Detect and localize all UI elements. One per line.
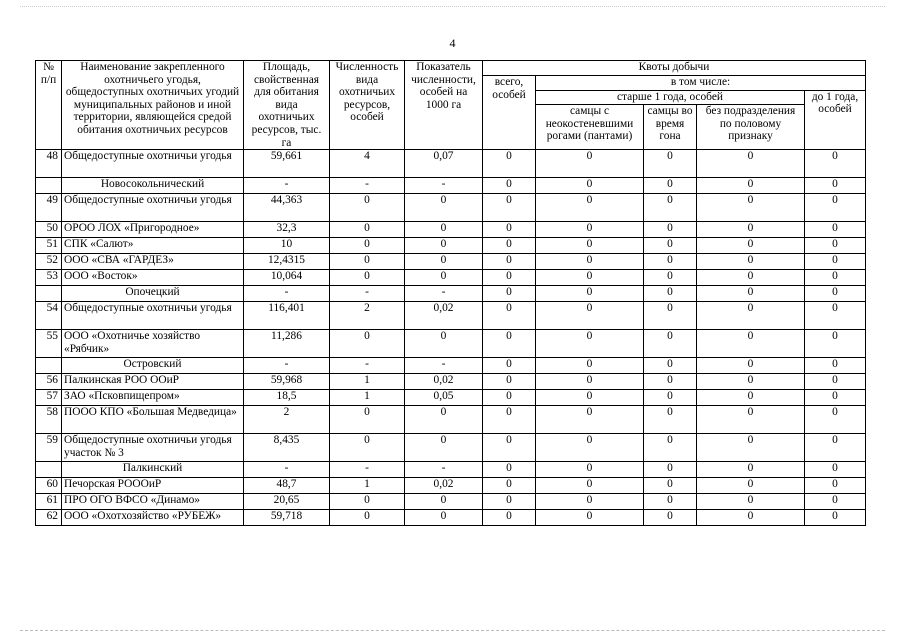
quota-males-rut: 0 — [644, 286, 697, 302]
quota-males-antlers: 0 — [536, 178, 644, 194]
quota-males-rut: 0 — [644, 510, 697, 526]
population-value: 1 — [330, 390, 405, 406]
district-row — [36, 358, 866, 374]
row-number — [36, 358, 62, 374]
density-value: 0 — [405, 494, 483, 510]
area-value: 44,363 — [244, 194, 330, 222]
quota-under1: 0 — [805, 406, 866, 434]
quota-no-sex: 0 — [697, 494, 805, 510]
quota-total: 0 — [483, 330, 536, 358]
row-number — [36, 286, 62, 302]
header-including: в том числе: — [536, 76, 866, 91]
quota-under1: 0 — [805, 286, 866, 302]
table-row — [36, 434, 866, 462]
quota-no-sex: 0 — [697, 238, 805, 254]
table-row — [36, 390, 866, 406]
quota-under1: 0 — [805, 478, 866, 494]
district-name: Островский — [62, 358, 244, 374]
row-number: 60 — [36, 478, 62, 494]
quota-under1: 0 — [805, 238, 866, 254]
quota-no-sex: 0 — [697, 390, 805, 406]
population-value: 0 — [330, 254, 405, 270]
row-number: 59 — [36, 434, 62, 462]
area-name: СПК «Салют» — [62, 238, 244, 254]
table-row — [36, 270, 866, 286]
row-number: 48 — [36, 150, 62, 178]
table-row — [36, 238, 866, 254]
quota-males-antlers: 0 — [536, 434, 644, 462]
density-value: - — [405, 462, 483, 478]
density-value: 0 — [405, 510, 483, 526]
row-number: 52 — [36, 254, 62, 270]
area-value: 32,3 — [244, 222, 330, 238]
district-row — [36, 286, 866, 302]
population-value: - — [330, 178, 405, 194]
quota-no-sex: 0 — [697, 510, 805, 526]
quota-total: 0 — [483, 390, 536, 406]
header-area: Площадь, свойственная для обитания вида охотничьих ресурсов, тыс. га — [244, 61, 330, 150]
population-value: - — [330, 358, 405, 374]
quota-males-rut: 0 — [644, 478, 697, 494]
quota-no-sex: 0 — [697, 222, 805, 238]
district-name: Палкинский — [62, 462, 244, 478]
quota-under1: 0 — [805, 390, 866, 406]
quota-no-sex: 0 — [697, 302, 805, 330]
population-value: 0 — [330, 406, 405, 434]
quota-under1: 0 — [805, 150, 866, 178]
header-quotas: Квоты добычи — [483, 61, 866, 76]
quota-males-rut: 0 — [644, 194, 697, 222]
quota-males-antlers: 0 — [536, 286, 644, 302]
density-value: 0 — [405, 330, 483, 358]
quota-males-rut: 0 — [644, 222, 697, 238]
table-body — [36, 150, 866, 526]
area-name: ООО «Восток» — [62, 270, 244, 286]
quota-males-antlers: 0 — [536, 194, 644, 222]
header-population: Численность вида охотничьих ресурсов, особей — [330, 61, 405, 150]
quota-males-antlers: 0 — [536, 270, 644, 286]
area-value: 11,286 — [244, 330, 330, 358]
density-value: 0 — [405, 222, 483, 238]
quota-males-rut: 0 — [644, 270, 697, 286]
quota-males-rut: 0 — [644, 238, 697, 254]
area-value: - — [244, 462, 330, 478]
quota-total: 0 — [483, 286, 536, 302]
quota-total: 0 — [483, 270, 536, 286]
quota-under1: 0 — [805, 222, 866, 238]
quota-males-rut: 0 — [644, 494, 697, 510]
quota-under1: 0 — [805, 194, 866, 222]
population-value: - — [330, 286, 405, 302]
quota-total: 0 — [483, 510, 536, 526]
quota-males-rut: 0 — [644, 178, 697, 194]
row-number: 58 — [36, 406, 62, 434]
quota-males-antlers: 0 — [536, 478, 644, 494]
quota-no-sex: 0 — [697, 270, 805, 286]
quota-total: 0 — [483, 238, 536, 254]
area-value: - — [244, 178, 330, 194]
quota-males-antlers: 0 — [536, 330, 644, 358]
area-value: 116,401 — [244, 302, 330, 330]
area-value: 8,435 — [244, 434, 330, 462]
quota-under1: 0 — [805, 358, 866, 374]
population-value: 1 — [330, 374, 405, 390]
header-density: Показатель численности, особей на 1000 га — [405, 61, 483, 150]
quota-under1: 0 — [805, 330, 866, 358]
quota-no-sex: 0 — [697, 178, 805, 194]
quota-males-antlers: 0 — [536, 150, 644, 178]
area-value: - — [244, 286, 330, 302]
table-row — [36, 302, 866, 330]
scan-top-edge — [20, 6, 885, 7]
quota-no-sex: 0 — [697, 374, 805, 390]
quota-under1: 0 — [805, 374, 866, 390]
table-row — [36, 150, 866, 178]
quota-males-rut: 0 — [644, 254, 697, 270]
density-value: 0 — [405, 434, 483, 462]
area-name: Палкинская РОО ООиР — [62, 374, 244, 390]
hunting-quota-table — [35, 60, 866, 526]
district-row — [36, 178, 866, 194]
area-value: 2 — [244, 406, 330, 434]
density-value: 0 — [405, 270, 483, 286]
area-value: 59,661 — [244, 150, 330, 178]
quota-males-rut: 0 — [644, 302, 697, 330]
quota-males-rut: 0 — [644, 150, 697, 178]
table-row — [36, 254, 866, 270]
quota-males-rut: 0 — [644, 374, 697, 390]
area-name: ПООО КПО «Большая Медведица» — [62, 406, 244, 434]
page-number: 4 — [449, 36, 456, 50]
area-name: Печорская РОООиР — [62, 478, 244, 494]
density-value: 0 — [405, 194, 483, 222]
quota-total: 0 — [483, 374, 536, 390]
district-name: Опочецкий — [62, 286, 244, 302]
area-name: ОРОО ЛОХ «Пригородное» — [62, 222, 244, 238]
population-value: 0 — [330, 330, 405, 358]
table-row — [36, 478, 866, 494]
area-name: Общедоступные охотничьи угодья участок № 3 — [62, 434, 244, 462]
density-value: 0,05 — [405, 390, 483, 406]
quota-no-sex: 0 — [697, 462, 805, 478]
area-name: ООО «Охотничье хозяйство «Рябчик» — [62, 330, 244, 358]
density-value: 0,07 — [405, 150, 483, 178]
density-value: 0 — [405, 406, 483, 434]
row-number: 49 — [36, 194, 62, 222]
header-total: всего, особей — [483, 76, 536, 150]
district-row — [36, 462, 866, 478]
area-name: Общедоступные охотничьи угодья — [62, 302, 244, 330]
quota-no-sex: 0 — [697, 478, 805, 494]
quota-males-antlers: 0 — [536, 374, 644, 390]
row-number: 57 — [36, 390, 62, 406]
quota-total: 0 — [483, 222, 536, 238]
row-number — [36, 178, 62, 194]
population-value: 0 — [330, 222, 405, 238]
row-number: 51 — [36, 238, 62, 254]
area-name: ПРО ОГО ВФСО «Динамо» — [62, 494, 244, 510]
row-number: 53 — [36, 270, 62, 286]
header-males-rut: самцы во время гона — [644, 105, 697, 150]
quota-under1: 0 — [805, 254, 866, 270]
quota-males-antlers: 0 — [536, 238, 644, 254]
density-value: - — [405, 358, 483, 374]
quota-total: 0 — [483, 358, 536, 374]
population-value: - — [330, 462, 405, 478]
quota-total: 0 — [483, 178, 536, 194]
area-value: 59,968 — [244, 374, 330, 390]
population-value: 0 — [330, 434, 405, 462]
area-name: ООО «СВА «ГАРДЕЗ» — [62, 254, 244, 270]
population-value: 2 — [330, 302, 405, 330]
header-num: № п/п — [36, 61, 62, 150]
area-value: - — [244, 358, 330, 374]
quota-under1: 0 — [805, 462, 866, 478]
quota-males-antlers: 0 — [536, 462, 644, 478]
quota-males-antlers: 0 — [536, 302, 644, 330]
quota-total: 0 — [483, 478, 536, 494]
quota-males-antlers: 0 — [536, 254, 644, 270]
density-value: - — [405, 178, 483, 194]
quota-under1: 0 — [805, 494, 866, 510]
quota-total: 0 — [483, 462, 536, 478]
table-row — [36, 374, 866, 390]
quota-males-antlers: 0 — [536, 358, 644, 374]
row-number: 55 — [36, 330, 62, 358]
row-number: 54 — [36, 302, 62, 330]
quota-no-sex: 0 — [697, 286, 805, 302]
quota-no-sex: 0 — [697, 406, 805, 434]
quota-males-antlers: 0 — [536, 390, 644, 406]
area-name: ЗАО «Псковпищепром» — [62, 390, 244, 406]
quota-under1: 0 — [805, 510, 866, 526]
quota-males-rut: 0 — [644, 462, 697, 478]
population-value: 0 — [330, 194, 405, 222]
quota-males-rut: 0 — [644, 434, 697, 462]
quota-total: 0 — [483, 434, 536, 462]
population-value: 0 — [330, 494, 405, 510]
quota-no-sex: 0 — [697, 358, 805, 374]
area-name: Общедоступные охотничьи угодья — [62, 194, 244, 222]
density-value: 0 — [405, 238, 483, 254]
quota-under1: 0 — [805, 434, 866, 462]
quota-total: 0 — [483, 150, 536, 178]
quota-total: 0 — [483, 254, 536, 270]
quota-no-sex: 0 — [697, 434, 805, 462]
area-value: 10 — [244, 238, 330, 254]
quota-males-antlers: 0 — [536, 510, 644, 526]
population-value: 1 — [330, 478, 405, 494]
area-value: 20,65 — [244, 494, 330, 510]
row-number: 62 — [36, 510, 62, 526]
table-row — [36, 222, 866, 238]
row-number: 50 — [36, 222, 62, 238]
population-value: 0 — [330, 510, 405, 526]
density-value: 0,02 — [405, 374, 483, 390]
quota-no-sex: 0 — [697, 330, 805, 358]
header-males-antlers: самцы с неокостеневшими рогами (пантами) — [536, 105, 644, 150]
area-value: 12,4315 — [244, 254, 330, 270]
quota-males-rut: 0 — [644, 390, 697, 406]
quota-males-rut: 0 — [644, 330, 697, 358]
table-row — [36, 494, 866, 510]
area-value: 18,5 — [244, 390, 330, 406]
quota-under1: 0 — [805, 270, 866, 286]
density-value: 0 — [405, 254, 483, 270]
quota-total: 0 — [483, 494, 536, 510]
table-header — [36, 61, 866, 150]
area-value: 10,064 — [244, 270, 330, 286]
density-value: - — [405, 286, 483, 302]
table-row — [36, 510, 866, 526]
header-name: Наименование закрепленного охотничьего угодья, общедоступных охотничьих угодий муниципальных районов и иной территории, являющейся средой обитания охотничьих ресурсов — [62, 61, 244, 150]
row-number — [36, 462, 62, 478]
header-no-sex: без подразделения по половому признаку — [697, 105, 805, 150]
quota-males-rut: 0 — [644, 406, 697, 434]
quota-males-antlers: 0 — [536, 222, 644, 238]
density-value: 0,02 — [405, 478, 483, 494]
quota-total: 0 — [483, 302, 536, 330]
quota-no-sex: 0 — [697, 194, 805, 222]
table-row — [36, 330, 866, 358]
scan-bottom-edge — [20, 630, 885, 631]
population-value: 4 — [330, 150, 405, 178]
quota-no-sex: 0 — [697, 254, 805, 270]
quota-total: 0 — [483, 406, 536, 434]
area-value: 59,718 — [244, 510, 330, 526]
quota-males-antlers: 0 — [536, 406, 644, 434]
quota-total: 0 — [483, 194, 536, 222]
header-under1: до 1 года, особей — [805, 90, 866, 150]
area-name: ООО «Охотхозяйство «РУБЕЖ» — [62, 510, 244, 526]
quota-males-rut: 0 — [644, 358, 697, 374]
area-value: 48,7 — [244, 478, 330, 494]
table-row — [36, 406, 866, 434]
district-name: Новосокольнический — [62, 178, 244, 194]
quota-under1: 0 — [805, 178, 866, 194]
row-number: 61 — [36, 494, 62, 510]
quota-no-sex: 0 — [697, 150, 805, 178]
population-value: 0 — [330, 238, 405, 254]
population-value: 0 — [330, 270, 405, 286]
table-row — [36, 194, 866, 222]
header-older: старше 1 года, особей — [536, 90, 805, 105]
density-value: 0,02 — [405, 302, 483, 330]
quota-males-antlers: 0 — [536, 494, 644, 510]
area-name: Общедоступные охотничьи угодья — [62, 150, 244, 178]
quota-under1: 0 — [805, 302, 866, 330]
row-number: 56 — [36, 374, 62, 390]
